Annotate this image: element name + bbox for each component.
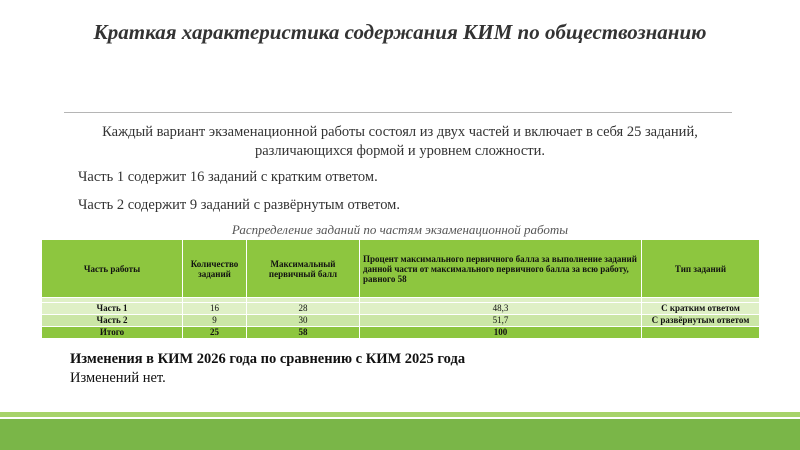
total-max-score: 58 bbox=[247, 327, 360, 339]
title-divider bbox=[64, 112, 732, 113]
cell-percent: 51,7 bbox=[360, 315, 642, 327]
part2-text: Часть 2 содержит 9 заданий с развёрнутым ответом. bbox=[78, 197, 400, 213]
table-total-row bbox=[42, 327, 760, 339]
footer-band-light bbox=[0, 412, 800, 417]
footer-band-dark bbox=[0, 419, 800, 450]
cell-type: С кратким ответом bbox=[642, 303, 760, 315]
table-caption: Распределение заданий по частям экзаменационной работы bbox=[231, 222, 569, 237]
header-percent: Процент максимального первичного балла за выполнение заданий данной части от максимального первичного балла за всю работу, равного 58 bbox=[360, 240, 642, 298]
cell-percent: 48,3 bbox=[360, 303, 642, 315]
cell-part: Часть 1 bbox=[42, 303, 183, 315]
table-row bbox=[42, 315, 760, 327]
cell-count: 16 bbox=[183, 303, 247, 315]
cell-max-score: 28 bbox=[247, 303, 360, 315]
changes-heading: Изменения в КИМ 2026 года по сравнению с КИМ 2025 года bbox=[70, 351, 466, 367]
total-percent: 100 bbox=[360, 327, 642, 339]
total-type bbox=[642, 327, 760, 339]
part1-text: Часть 1 содержит 16 заданий с кратким ответом. bbox=[78, 169, 378, 185]
cell-type: С развёрнутым ответом bbox=[642, 315, 760, 327]
header-count: Количество заданий bbox=[183, 240, 247, 298]
total-count: 25 bbox=[183, 327, 247, 339]
slide-title: Краткая характеристика содержания КИМ по обществознанию bbox=[93, 20, 707, 44]
changes-text: Изменений нет. bbox=[70, 370, 166, 386]
cell-max-score: 30 bbox=[247, 315, 360, 327]
header-type: Тип заданий bbox=[642, 240, 760, 298]
header-max-score: Максимальный первичный балл bbox=[247, 240, 360, 298]
total-part: Итого bbox=[42, 327, 183, 339]
cell-part: Часть 2 bbox=[42, 315, 183, 327]
parts-table bbox=[41, 239, 760, 339]
table-header-row bbox=[42, 240, 760, 298]
header-part: Часть работы bbox=[42, 240, 183, 298]
intro-paragraph: Каждый вариант экзаменационной работы состоял из двух частей и включает в себя 25 заданий, различающихся формой и уровнем сложности. bbox=[102, 124, 698, 159]
table-row bbox=[42, 303, 760, 315]
cell-count: 9 bbox=[183, 315, 247, 327]
